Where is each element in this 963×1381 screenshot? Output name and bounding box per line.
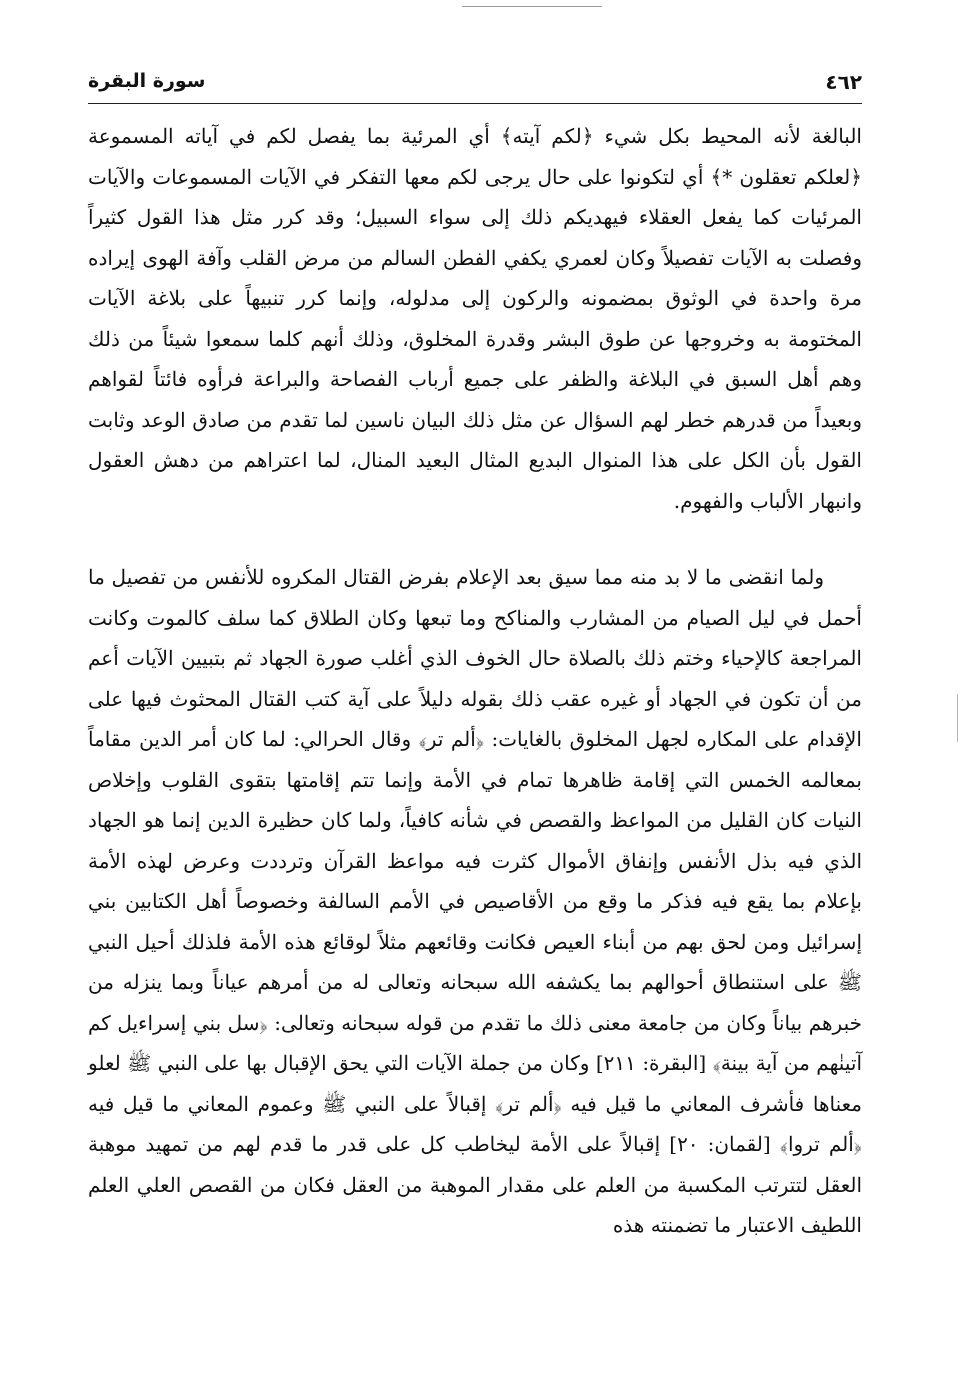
running-title: سورة البقرة (88, 70, 206, 92)
margin-edge-line (957, 694, 958, 742)
page-number: ٤٦٢ (825, 70, 862, 94)
header-rule (88, 103, 862, 104)
page-header (88, 62, 862, 96)
top-edge-mark (462, 6, 602, 7)
paragraph-1: البالغة لأنه المحيط بكل شيء ﴿لكم آيته﴾ أي المرئية بما يفصل لكم في آياته المسموعة ﴿لعلكم تعقلون *﴾ أي لتكونوا على حال يرجى لكم معها التفكر في الآيات المسموعات والآيات المرئيات كما يفعل العقلاء فيهديكم ذلك إلى سواء السبيل؛ وقد كرر مثل هذا القول كثيراً وفصلت به الآيات تفصيلاً وكان لعمري يكفي الفطن السالم من مرض القلب وآفة الهوى إيراده مرة واحدة في الوثوق بمضمونه والركون إلى مدلوله، وإنما كرر تنبيهاً على بلاغة الآيات المختومة به وخروجها عن طوق البشر وقدرة المخلوق، وذلك أنهم كلما سمعوا شيئاً من ذلك وهم أهل السبق في البلاغة والظفر على جميع أرباب الفصاحة والبراعة فرأوه فائتاً لقواهم وبعيداً من قدرهم خطر لهم السؤال عن مثل ذلك البيان ناسين لما تقدم من صادق الوعد وثابت القول بأن الكل على هذا المنوال البديع المثال البعيد المنال، لما اعتراهم من دهش العقول وانبهار الألباب والفهوم. (88, 124, 862, 513)
page-body (88, 116, 862, 1246)
paragraph-2: ولما انقضى ما لا بد منه مما سيق بعد الإعلام بفرض القتال المكروه للأنفس من تفصيل ما أحمل في ليل الصيام من المشارب والمناكح وما تبعها وكان الطلاق كما سلف كالموت وكانت المراجعة كالإحياء وختم ذلك بالصلاة حال الخوف الذي أغلب صورة الجهاد ثم بتبيين الآيات أعم من أن تكون في الجهاد أو غيره عقب ذلك بقوله دليلاً على آية كتب القتال المحثوث فيها على الإقدام على المكاره لجهل المخلوق بالغايات: ﴿ألم تر﴾ وقال الحرالي: لما كان أمر الدين مقاماً بمعالمه الخمس التي إقامة ظاهرها تمام في الأمة وإنما تتم إقامتها بتقوى القلوب وإخلاص النيات كان القليل من المواعظ والقصص في شأنه كافياً، ولما كان حظيرة الدين إنما هو الجهاد الذي فيه بذل الأنفس وإنفاق الأموال كثرت فيه مواعظ القرآن وترددت وعرض لهذه الأمة بإعلام بما يقع فيه فذكر ما وقع من الأقاصيص في الأمم السالفة وخصوصاً أهل الكتابين بني إسرائيل ومن لحق بهم من أبناء العيص فكانت وقائعهم مثلاً لوقائع هذه الأمة فلذلك أحيل النبي ﷺ على استنطاق أحوالهم بما يكشفه الله سبحانه وتعالى له من أمرهم عياناً وبما ينزله من خبرهم بياناً وكان من جامعة معنى ذلك ما تقدم من قوله سبحانه وتعالى: ﴿سل بني إسراءيل كم آتينٰهم من آية بينة﴾ [البقرة: ٢١١] وكان من جملة الآيات التي يحق الإقبال بها على النبي ﷺ لعلو معناها فأشرف المعاني ما قيل فيه ﴿ألم تر﴾ إقبالاً على النبي ﷺ وعموم المعاني ما قيل فيه ﴿ألم تروا﴾ [لقمان: ٢٠] إقبالاً على الأمة ليخاطب كل على قدر ما قدم لهم من تمهيد موهبة العقل لتترتب المكسبة من العلم على مقدار الموهبة من العقل فكان من القصص العلي العلم اللطيف الاعتبار ما تضمنته هذه (88, 565, 863, 1237)
